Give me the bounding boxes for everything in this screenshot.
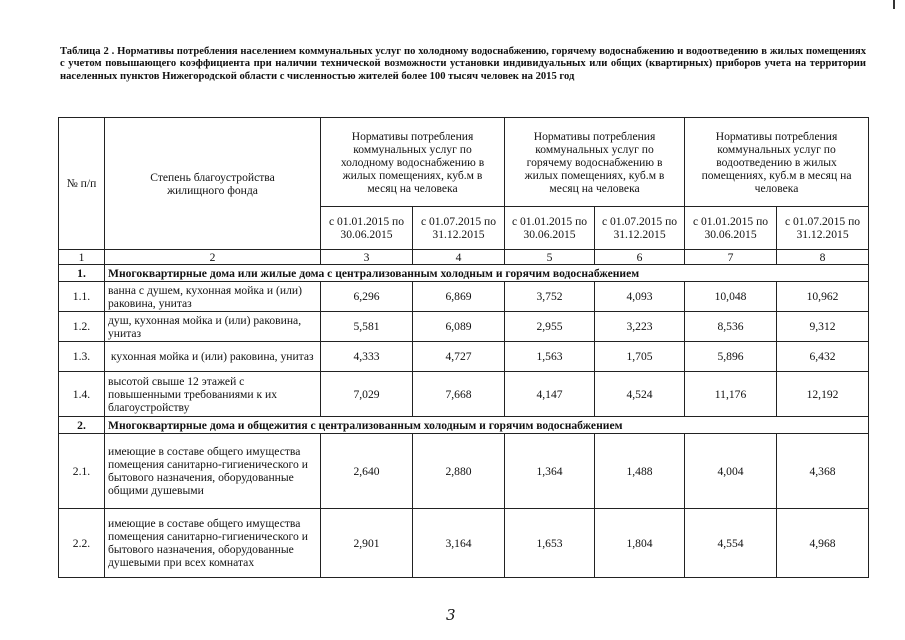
value-cell: 4,004 — [685, 434, 777, 509]
value-cell: 3,223 — [595, 312, 685, 342]
section-title: Многоквартирные дома или жилые дома с централизованным холодным и горячим водоснабжением — [105, 265, 869, 282]
value-cell: 4,727 — [413, 342, 505, 372]
norms-table — [58, 117, 869, 578]
value-cell: 1,705 — [595, 342, 685, 372]
table-caption: Таблица 2 . Нормативы потребления населением коммунальных услуг по холодному водоснабжению, горячему водоснабжению и водоотведению в жилых помещениях с учетом повышающего коэффициента при наличии технической возможности установки индивидуальных или общих (квартирных) приборов учета на территории населенных пунктов Нижегородской области с численностью жителей более 100 тысяч человек на 2015 год — [60, 46, 866, 82]
column-number: 8 — [777, 250, 869, 265]
section-number: 1. — [59, 265, 105, 282]
value-cell: 2,955 — [505, 312, 595, 342]
value-cell: 10,962 — [777, 282, 869, 312]
header-period: с 01.07.2015 по 31.12.2015 — [777, 207, 869, 250]
value-cell: 6,296 — [321, 282, 413, 312]
row-description: душ, кухонная мойка и (или) раковина, унитаз — [105, 312, 321, 342]
header-period: с 01.01.2015 по 30.06.2015 — [685, 207, 777, 250]
value-cell: 4,333 — [321, 342, 413, 372]
value-cell: 4,554 — [685, 509, 777, 578]
row-number: 1.4. — [59, 372, 105, 417]
value-cell: 3,164 — [413, 509, 505, 578]
value-cell: 5,581 — [321, 312, 413, 342]
value-cell: 1,653 — [505, 509, 595, 578]
value-cell: 4,093 — [595, 282, 685, 312]
table-row — [59, 342, 869, 372]
page-number: 3 — [446, 606, 456, 624]
value-cell: 7,668 — [413, 372, 505, 417]
table-row — [59, 312, 869, 342]
row-description: кухонная мойка и (или) раковина, унитаз — [105, 342, 321, 372]
header-cold-water: Нормативы потребления коммунальных услуг по холодному водоснабжению в жилых помещениях, куб.м в месяц на человека — [321, 118, 505, 207]
value-cell: 1,364 — [505, 434, 595, 509]
value-cell: 10,048 — [685, 282, 777, 312]
value-cell: 1,804 — [595, 509, 685, 578]
value-cell: 2,901 — [321, 509, 413, 578]
column-number: 7 — [685, 250, 777, 265]
table-row — [59, 372, 869, 417]
row-number: 1.1. — [59, 282, 105, 312]
section-title: Многоквартирные дома и общежития с централизованным холодным и горячим водоснабжением — [105, 417, 869, 434]
value-cell: 6,869 — [413, 282, 505, 312]
table-row — [59, 509, 869, 578]
header-degree: Степень благоустройства жилищного фонда — [105, 118, 321, 250]
section-row — [59, 417, 869, 434]
header-period: с 01.01.2015 по 30.06.2015 — [505, 207, 595, 250]
value-cell: 4,524 — [595, 372, 685, 417]
row-number: 2.2. — [59, 509, 105, 578]
value-cell: 2,880 — [413, 434, 505, 509]
column-number: 4 — [413, 250, 505, 265]
column-number: 2 — [105, 250, 321, 265]
row-number: 2.1. — [59, 434, 105, 509]
value-cell: 6,089 — [413, 312, 505, 342]
row-description: имеющие в составе общего имущества помещения санитарно-гигиенического и бытового назначения, оборудованные общими душевыми — [105, 434, 321, 509]
row-number: 1.2. — [59, 312, 105, 342]
value-cell: 9,312 — [777, 312, 869, 342]
header-num: № п/п — [59, 118, 105, 250]
header-row-groups — [59, 118, 869, 207]
row-description: имеющие в составе общего имущества помещения санитарно-гигиенического и бытового назначения, оборудованные душевыми при всех комнатах — [105, 509, 321, 578]
row-description: ванна с душем, кухонная мойка и (или) раковина, унитаз — [105, 282, 321, 312]
table-row — [59, 282, 869, 312]
column-number: 5 — [505, 250, 595, 265]
column-number-row — [59, 250, 869, 265]
value-cell: 4,147 — [505, 372, 595, 417]
row-number: 1.3. — [59, 342, 105, 372]
header-period: с 01.07.2015 по 31.12.2015 — [595, 207, 685, 250]
value-cell: 5,896 — [685, 342, 777, 372]
header-period: с 01.01.2015 по 30.06.2015 — [321, 207, 413, 250]
header-hot-water: Нормативы потребления коммунальных услуг по горячему водоснабжению в жилых помещениях, куб.м в месяц на человека — [505, 118, 685, 207]
value-cell: 11,176 — [685, 372, 777, 417]
section-row — [59, 265, 869, 282]
value-cell: 2,640 — [321, 434, 413, 509]
scan-mark — [893, 0, 895, 9]
value-cell: 7,029 — [321, 372, 413, 417]
column-number: 6 — [595, 250, 685, 265]
section-number: 2. — [59, 417, 105, 434]
value-cell: 3,752 — [505, 282, 595, 312]
value-cell: 1,563 — [505, 342, 595, 372]
column-number: 1 — [59, 250, 105, 265]
table-row — [59, 434, 869, 509]
value-cell: 8,536 — [685, 312, 777, 342]
value-cell: 6,432 — [777, 342, 869, 372]
column-number: 3 — [321, 250, 413, 265]
value-cell: 1,488 — [595, 434, 685, 509]
header-sewerage: Нормативы потребления коммунальных услуг по водоотведению в жилых помещениях, куб.м в месяц на человека — [685, 118, 869, 207]
row-description: высотой свыше 12 этажей с повышенными требованиями к их благоустройству — [105, 372, 321, 417]
value-cell: 12,192 — [777, 372, 869, 417]
value-cell: 4,968 — [777, 509, 869, 578]
value-cell: 4,368 — [777, 434, 869, 509]
header-period: с 01.07.2015 по 31.12.2015 — [413, 207, 505, 250]
